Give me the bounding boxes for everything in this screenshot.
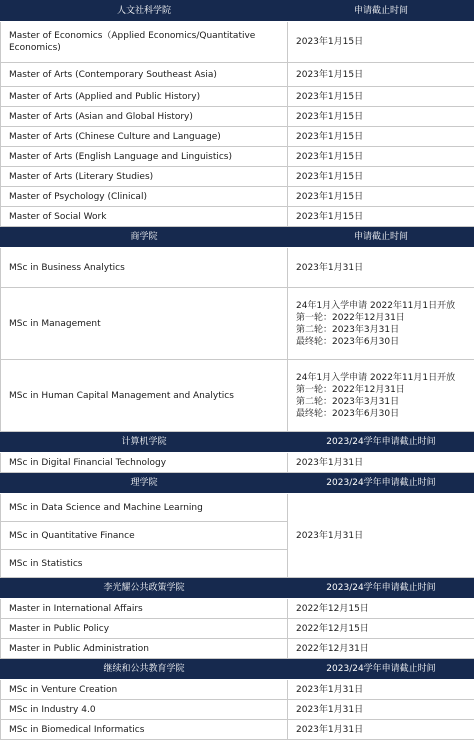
program-name: Master of Economics（Applied Economics/Quantitative Economics) <box>1 22 288 63</box>
header-deadline: 申请截止时间 <box>288 227 474 248</box>
deadline-line: 24年1月入学申请 2022年11月1日开放 <box>296 372 474 384</box>
deadline: 2023年1月15日 <box>288 87 474 107</box>
program-name: MSc in Statistics <box>1 550 288 578</box>
program-name: MSc in Digital Financial Technology <box>1 453 288 473</box>
program-name: Master in Public Policy <box>1 619 288 639</box>
program-name: Master in International Affairs <box>1 599 288 619</box>
deadline: 2023年1月31日 <box>288 680 474 700</box>
deadline: 2022年12月15日 <box>288 619 474 639</box>
table-row <box>1 22 474 63</box>
header-school: 李光耀公共政策学院 <box>1 578 288 599</box>
table-row <box>1 599 474 619</box>
deadline-rounds <box>288 288 474 360</box>
program-name: MSc in Data Science and Machine Learning <box>1 494 288 522</box>
header-school: 计算机学院 <box>1 432 288 453</box>
table-row <box>1 288 474 360</box>
deadline: 2023年1月15日 <box>288 107 474 127</box>
header-school: 理学院 <box>1 473 288 494</box>
shared-deadline: 2023年1月31日 <box>288 494 474 578</box>
program-name: Master of Arts (English Language and Linguistics) <box>1 147 288 167</box>
deadline: 2023年1月15日 <box>288 127 474 147</box>
header-school: 继续和公共教育学院 <box>1 659 288 680</box>
deadline-line: 第二轮：2023年3月31日 <box>296 324 474 336</box>
section-header-science <box>1 473 474 494</box>
table-row <box>1 107 474 127</box>
deadline: 2023年1月15日 <box>288 22 474 63</box>
program-name: MSc in Biomedical Informatics <box>1 720 288 740</box>
program-name: Master of Arts (Chinese Culture and Language) <box>1 127 288 147</box>
section-header-business <box>1 227 474 248</box>
program-name: MSc in Quantitative Finance <box>1 522 288 550</box>
header-deadline: 2023/24学年申请截止时间 <box>288 473 474 494</box>
table-row <box>1 207 474 227</box>
header-deadline: 2023/24学年申请截止时间 <box>288 659 474 680</box>
deadline: 2023年1月31日 <box>288 453 474 473</box>
header-school: 人文社科学院 <box>1 1 288 22</box>
program-name: Master of Social Work <box>1 207 288 227</box>
section-header-computing <box>1 432 474 453</box>
table-row <box>1 127 474 147</box>
program-name: MSc in Business Analytics <box>1 248 288 288</box>
deadline: 2023年1月31日 <box>288 700 474 720</box>
program-name: MSc in Venture Creation <box>1 680 288 700</box>
section-header-continuing-education <box>1 659 474 680</box>
table-row <box>1 187 474 207</box>
deadline: 2023年1月15日 <box>288 187 474 207</box>
deadline: 2023年1月15日 <box>288 147 474 167</box>
program-name: MSc in Human Capital Management and Analytics <box>1 360 288 432</box>
program-name: Master of Arts (Literary Studies) <box>1 167 288 187</box>
table-row <box>1 453 474 473</box>
table-row <box>1 494 474 522</box>
program-name: Master of Arts (Applied and Public History) <box>1 87 288 107</box>
program-name: Master in Public Administration <box>1 639 288 659</box>
deadline: 2023年1月15日 <box>288 167 474 187</box>
header-deadline: 2023/24学年申请截止时间 <box>288 578 474 599</box>
header-school: 商学院 <box>1 227 288 248</box>
program-name: Master of Arts (Asian and Global History) <box>1 107 288 127</box>
table-row <box>1 680 474 700</box>
deadline-line: 第一轮：2022年12月31日 <box>296 312 474 324</box>
table-row <box>1 619 474 639</box>
header-deadline: 申请截止时间 <box>288 1 474 22</box>
section-header-public-policy <box>1 578 474 599</box>
deadline-rounds <box>288 360 474 432</box>
table-row <box>1 167 474 187</box>
program-name: Master of Arts (Contemporary Southeast Asia) <box>1 63 288 87</box>
table-row <box>1 360 474 432</box>
program-name: Master of Psychology (Clinical) <box>1 187 288 207</box>
deadline: 2023年1月15日 <box>288 207 474 227</box>
deadline-line: 第二轮：2023年3月31日 <box>296 396 474 408</box>
table-row <box>1 63 474 87</box>
table-row <box>1 147 474 167</box>
section-header-humanities <box>1 1 474 22</box>
program-name: MSc in Management <box>1 288 288 360</box>
table-row <box>1 248 474 288</box>
deadline-line: 24年1月入学申请 2022年11月1日开放 <box>296 300 474 312</box>
deadline: 2022年12月31日 <box>288 639 474 659</box>
deadline-line: 第一轮：2022年12月31日 <box>296 384 474 396</box>
program-name: MSc in Industry 4.0 <box>1 700 288 720</box>
deadline: 2022年12月15日 <box>288 599 474 619</box>
deadline: 2023年1月31日 <box>288 720 474 740</box>
table-row <box>1 720 474 740</box>
deadline: 2023年1月15日 <box>288 63 474 87</box>
header-deadline: 2023/24学年申请截止时间 <box>288 432 474 453</box>
deadline-line: 最终轮：2023年6月30日 <box>296 408 474 420</box>
deadline: 2023年1月31日 <box>288 248 474 288</box>
table-row <box>1 700 474 720</box>
deadline-line: 最终轮：2023年6月30日 <box>296 336 474 348</box>
table-row <box>1 639 474 659</box>
table-row <box>1 87 474 107</box>
